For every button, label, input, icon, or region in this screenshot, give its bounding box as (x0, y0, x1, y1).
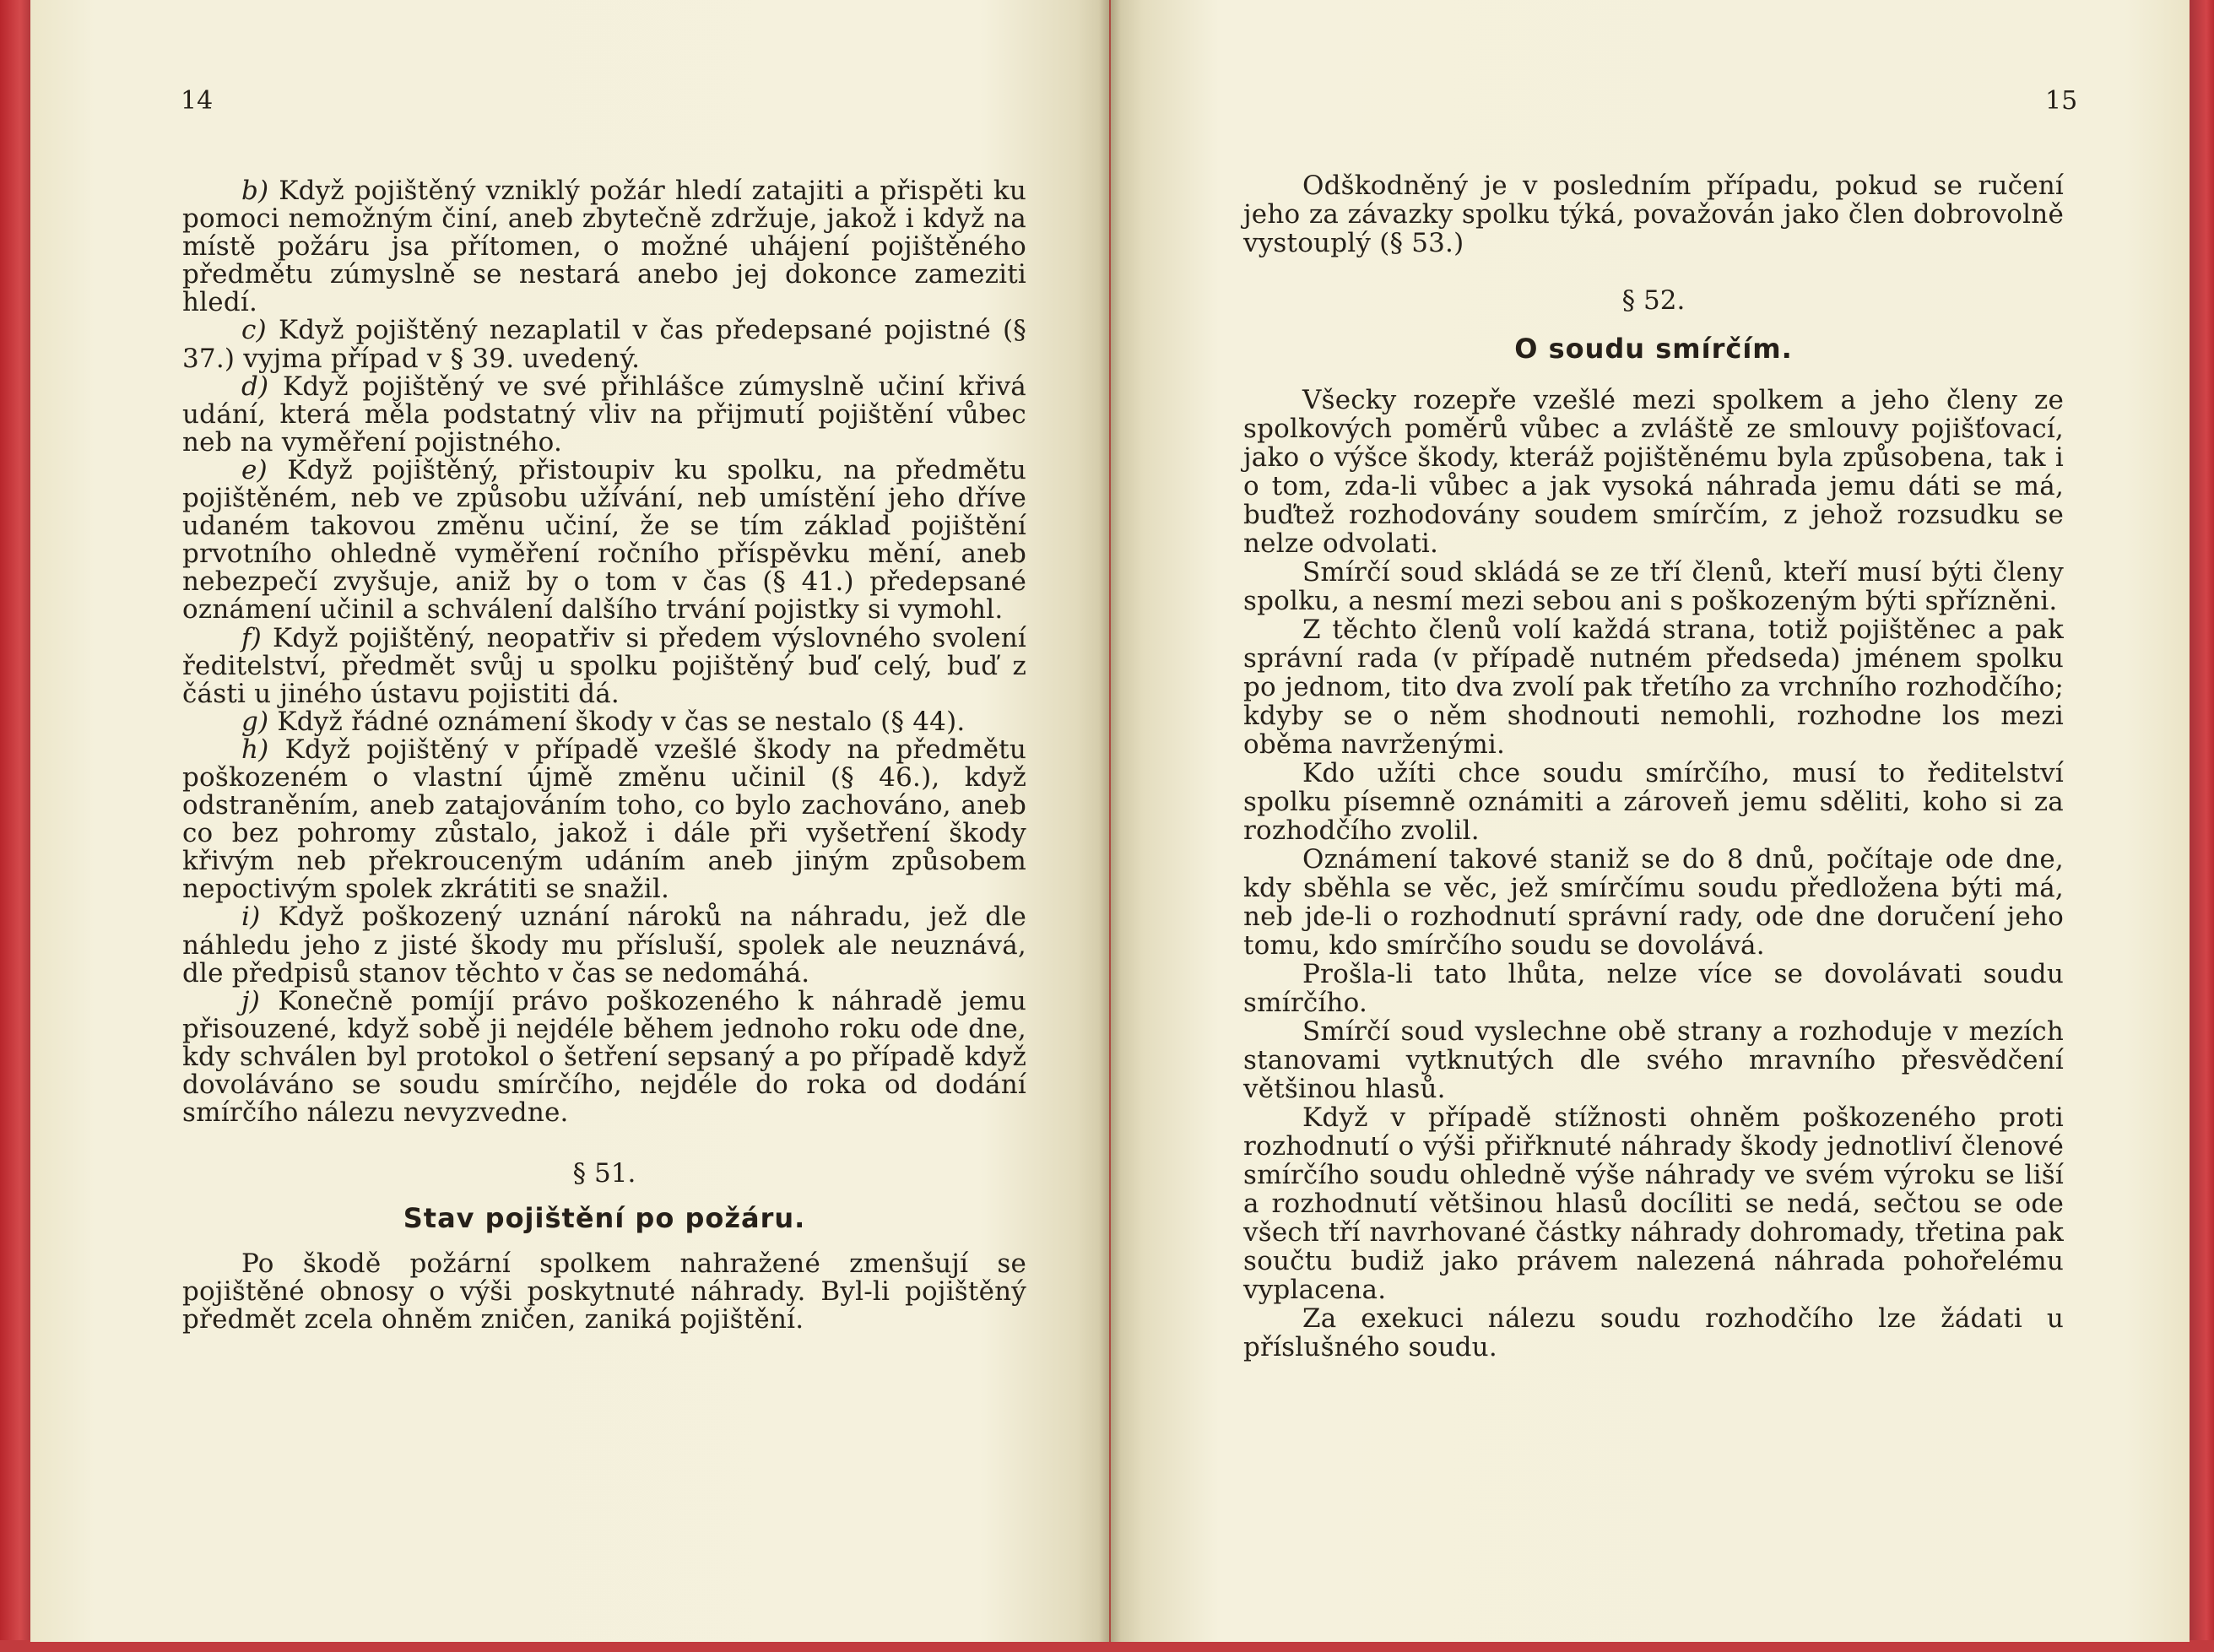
paragraph-text: Když pojištěný v případě vzešlé škody na předmětu poškozeném o vlastní újmě změnu učinil (§ 46.), když odstraněním, aneb zatajováním toho, co bylo zachováno, aneb co bez pohromy zůstalo, jakož i dále při vyšetření škody křivým neb překrouceným udáním aneb jiným způsobem nepoctivým spolek zkrátiti se snažil. (182, 734, 1026, 905)
section-paragraph: Oznámení takové staniž se do 8 dnů, počítaje ode dne, kdy sběhla se věc, jež smírčímu soudu předložena býti má, neb jde-li o rozhodnutí správní rady, ode dne doručení jeho tomu, kdo smírčího soudu se dovolává. (1243, 844, 2064, 961)
section-number: § 52. (1621, 285, 1686, 316)
paragraph-c (182, 317, 1026, 372)
list-marker: b) (241, 176, 269, 206)
paragraph-h (182, 736, 1026, 904)
left-page (30, 0, 1109, 1642)
book-cover-edge-left (0, 0, 34, 1652)
list-marker: e) (241, 454, 268, 485)
section-title: O soudu smírčím. (1514, 333, 1793, 365)
page-text (1243, 171, 2064, 1362)
list-marker: j) (241, 985, 261, 1016)
paragraph-text: Když pojištěný ve své přihlášce zúmyslně učiní křivá udání, která měla podstatný vliv na přijmutí pojištění vůbec neb na vyměření pojistného. (182, 371, 1026, 458)
paragraph-text: Konečně pomíjí právo poškozeného k náhradě jemu přisouzené, když sobě ji nejdéle během jednoho roku ode dne, kdy schválen byl protokol o šetření sepsaný a po případě když dovoláváno se soudu smírčího, nejdéle do roka od dodání smírčího nálezu nevyzvedne. (182, 985, 1026, 1129)
intro-paragraph: Odškodněný je v posledním případu, pokud se ručení jeho za závazky spolku týká, považován jako člen dobrovolně vystouplý (§ 53.) (1243, 171, 2064, 258)
section-paragraph: Za exekuci nálezu soudu rozhodčího lze žádati u příslušného soudu. (1243, 1303, 2064, 1362)
paragraph-b (182, 177, 1026, 317)
list-marker: g) (241, 706, 269, 737)
page-number: 14 (181, 86, 214, 116)
paragraph-i (182, 903, 1026, 987)
section-paragraph: Prošla-li tato lhůta, nelze více se dovolávati soudu smírčího. (1243, 959, 2064, 1018)
paragraph-g (182, 708, 1026, 736)
list-marker: d) (241, 371, 269, 402)
paragraph-f (182, 622, 1026, 709)
list-marker: f) (241, 622, 262, 653)
section-paragraph: Smírčí soud vyslechne obě strany a rozhoduje v mezích stanovami vytknutých dle svého mravního přesvědčení většinou hlasů. (1243, 1016, 2064, 1104)
section-paragraph: Když v případě stížnosti ohněm poškozeného proti rozhodnutí o výši přiřknuté náhrady škody jednotliví členové smírčího soudu ohledně výše náhrady ve svém výroku se liší a rozhodnutí většinou hlasů docíliti se nedá, sečtou se ode všech tří navrhované částky náhrady dohromady, třetina pak součtu budiž jako právem nalezená náhrada pohořelému vyplacena. (1243, 1102, 2064, 1305)
paragraph-text: Když pojištěný vzniklý požár hledí zatajiti a přispěti ku pomoci nemožným činí, aneb zbytečně zdržuje, jakož i když na místě požáru jsa přítomen, o možné uhájení pojištěného předmětu zúmyslně se nestará anebo jej dokonce zameziti hledí. (182, 176, 1026, 318)
list-marker: i) (241, 902, 261, 933)
section-paragraph: Smírčí soud skládá se ze tří členů, kteří musí býti členy spolku, a nesmí mezi sebou ani s poškozeným býti spřízněni. (1243, 557, 2064, 616)
paragraph-text: Když pojištěný, přistoupiv ku spolku, na předmětu pojištěném, neb ve způsobu užívání, neb umístění jeho dříve udaném takovou změnu učiní, že se tím základ pojištění prvotního ohledně vyměření ročního příspěvku mění, aneb nebezpečí zvyšuje, aniž by o tom v čas (§ 41.) předepsané oznámení učinil a schválení dalšího trvání pojistky si vymohl. (182, 454, 1026, 626)
section-title: Stav pojištění po požáru. (403, 1202, 806, 1235)
section-number: § 51. (572, 1158, 636, 1189)
paragraph-e (182, 454, 1026, 626)
book-gutter (1099, 0, 1121, 1642)
paragraph-text: Když pojištěný, neopatřiv si předem výslovného svolení ředitelství, předmět svůj u spolku pojištěný buď celý, buď z části u jiného ústavu pojistiti dá. (182, 622, 1026, 709)
section-paragraph: Všecky rozepře vzešlé mezi spolkem a jeho členy ze spolkových poměrů vůbec a zvláště ze smlouvy pojišťovací, jako o výšce škody, kteráž pojištěnému byla způsobena, tak i o tom, zda-li vůbec a jak vysoká náhrada jemu dáti se má, buďtež rozhodovány soudem smírčím, z jehož rozsudku se nelze odvolati. (1243, 385, 2064, 559)
right-page (1111, 0, 2190, 1642)
section-paragraph: Po škodě požární spolkem nahražené zmenšují se pojištěné obnosy o výši poskytnuté náhrady. Byl-li pojištěný předmět zcela ohněm zničen, zaniká pojištění. (182, 1248, 1026, 1335)
paragraph-text: Když řádné oznámení škody v čas se nestalo (§ 44). (268, 706, 966, 737)
section-paragraph: Z těchto členů volí každá strana, totiž pojištěnec a pak správní rada (v případě nutném předseda) jménem spolku po jednom, tito dva zvolí pak třetího za vrchního rozhodčího; kdyby se o něm shodnouti nemohli, rozhodne los mezi oběma navrženými. (1243, 615, 2064, 760)
paragraph-j (182, 985, 1026, 1129)
paragraph-d (182, 373, 1026, 457)
page-number: 15 (2045, 86, 2078, 116)
list-marker: h) (241, 734, 269, 765)
book-cover-edge-right (2189, 0, 2214, 1652)
paragraph-text: Když pojištěný nezaplatil v čas předepsané pojistné (§ 37.) vyjma případ v § 39. uvedený. (182, 315, 1026, 374)
section-paragraph: Kdo užíti chce soudu smírčího, musí to ředitelství spolku písemně oznámiti a zároveň jemu sděliti, koho si za rozhodčího zvolil. (1243, 758, 2064, 846)
page-text (182, 177, 1026, 1334)
book-cover-edge-bottom (0, 1640, 2214, 1652)
list-marker: c) (241, 315, 267, 346)
paragraph-text: Když poškozený uznání nároků na náhradu, jež dle náhledu jeho z jisté škody mu přísluší, spolek ale neuznává, dle předpisů stanov těchto v čas se nedomáhá. (182, 902, 1026, 988)
